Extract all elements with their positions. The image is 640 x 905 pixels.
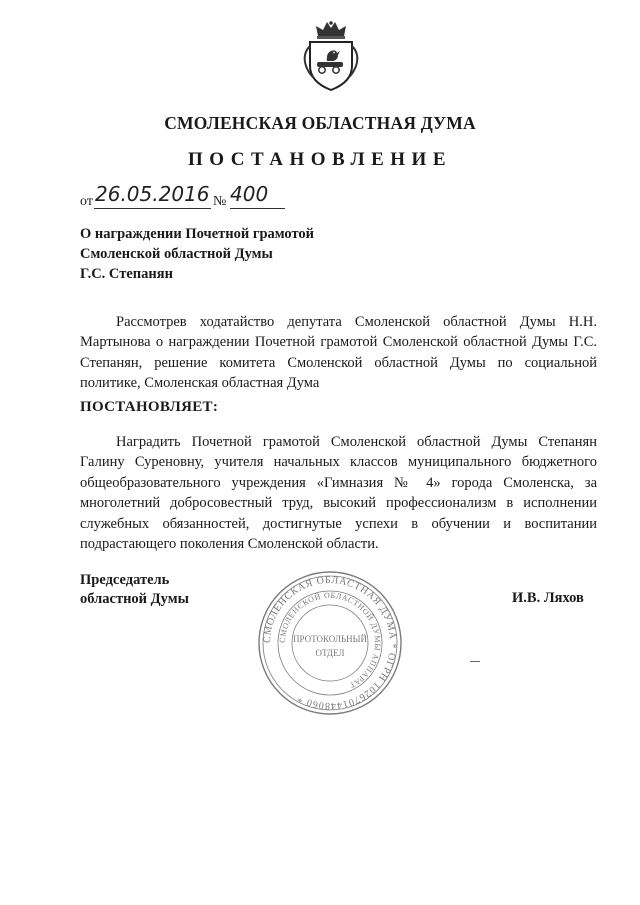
resolution-paragraph: Наградить Почетной грамотой Смоленской областной Думы Степанян Галину Суреновну, учителя начальных классов муниципального бюджетного общеобразовательного учреждения «Гимназия № 4» города Смоленска, за многолетний добросовестный труд, высокий профессионализм в исполнении служебных обязанностей, достигнутые успехи в обучении и воспитании подрастающего поколения Смоленской области.: [80, 434, 597, 553]
position-line: областной Думы: [80, 591, 189, 607]
handwritten-number: 400: [230, 182, 269, 206]
document-subject: [80, 224, 380, 284]
round-stamp: [255, 568, 405, 718]
number-underline: [230, 208, 285, 209]
stamp-outer-text: СМОЛЕНСКАЯ ОБЛАСТНАЯ ДУМА * ОГРН 1026701448060 *: [261, 574, 399, 712]
signatory-position: [80, 571, 189, 609]
stray-mark: [470, 661, 480, 662]
date-from-label: от: [80, 194, 93, 209]
handwritten-date: 26.05.2016: [95, 182, 210, 206]
stamp-center-line: ОТДЕЛ: [315, 648, 345, 658]
number-label: №: [213, 194, 227, 209]
document-type-title: ПОСТАНОВЛЕНИЕ: [187, 149, 453, 170]
stamp-center-line: ПРОТОКОЛЬНЫЙ: [293, 634, 367, 644]
date-number-line: [80, 182, 380, 210]
date-underline: [94, 208, 211, 209]
subject-line: О награждении Почетной грамотой: [80, 226, 315, 242]
subject-line: Г.С. Степанян: [80, 266, 173, 282]
resolves-heading: ПОСТАНОВЛЯЕТ:: [80, 399, 219, 415]
subject-line: Смоленской областной Думы: [80, 246, 273, 262]
signatory-name: И.В. Ляхов: [512, 590, 584, 606]
smolensk-coat-of-arms-icon: [300, 20, 362, 92]
organization-title: СМОЛЕНСКАЯ ОБЛАСТНАЯ ДУМА: [164, 113, 476, 133]
position-line: Председатель: [80, 572, 170, 588]
stamp-inner-text: СМОЛЕНСКОЙ ОБЛАСТНОЙ ДУМЫ АППАРАТ: [277, 590, 383, 691]
preamble-paragraph: Рассмотрев ходатайство депутата Смоленской областной Думы Н.Н. Мартынова о награждении Почетной грамотой Смоленской областной Думы Г.С. Степанян, решение комитета Смоленской областной Думы по социальной политике, Смоленская областная Дума: [80, 314, 597, 392]
